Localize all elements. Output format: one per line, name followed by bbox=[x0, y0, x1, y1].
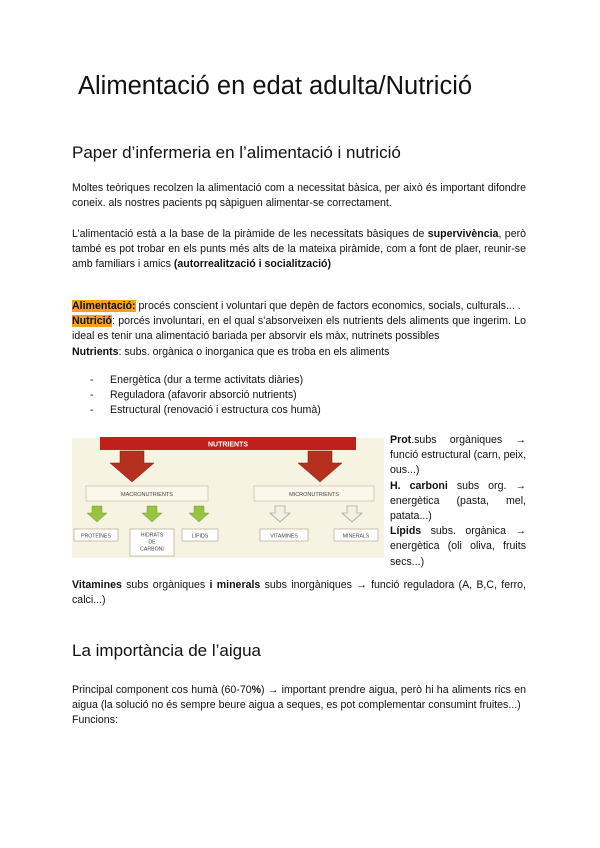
text-bold: % bbox=[251, 684, 262, 696]
text: subs inorgàniques → funció reguladora (A, B,C, ferro, calci...) bbox=[72, 579, 526, 607]
list-item: - Energètica (dur a terme activitats diàries) bbox=[88, 373, 321, 388]
term-prot: Prot bbox=[390, 434, 412, 446]
paragraph-vitamins bbox=[72, 578, 526, 608]
diagram-label-proteins: PROTEÏNES bbox=[81, 533, 111, 540]
term-lip: Lípids bbox=[390, 525, 422, 538]
note-carbs bbox=[390, 479, 526, 525]
diagram-label-lipids: LÍPIDS bbox=[191, 533, 209, 540]
paragraph-water bbox=[72, 683, 526, 729]
text-bold: (autorrealització i socialització) bbox=[173, 258, 332, 271]
text: Principal component cos humà (60-70 bbox=[72, 684, 252, 696]
term-nutricio: Nutrició bbox=[72, 315, 113, 328]
paragraph-intro: Moltes teòriques recolzen la alimentació com a necessitat bàsica, per això és important difondre coneix. als nostres pacients pq sàpiguen alimentar-se correctament. bbox=[72, 182, 526, 210]
text: ) → important prendre aigua, però hi ha aliments rics en aigua (la solució no és sempre beure aigua a seques, es pot complementar consumint fruites...) bbox=[72, 684, 526, 712]
list-item: - Reguladora (afavorir absorció nutrients) bbox=[88, 388, 321, 403]
diagram-label-macro: MACRONUTRIENTS bbox=[121, 492, 173, 498]
diagram-label-carbs-2: DE bbox=[148, 539, 156, 546]
diagram-label-nutrients: NUTRIENTS bbox=[207, 441, 249, 449]
text-functions: Funcions: bbox=[72, 714, 118, 727]
text: L’alimentació està a la base de la piràmide de les necessitats bàsiques de bbox=[72, 228, 428, 240]
term-vitamines: Vitamines bbox=[72, 579, 122, 591]
diagram-label-vitamins: VITAMINES bbox=[270, 533, 298, 540]
diagram-label-carbs-3: CARBONI bbox=[140, 546, 164, 553]
note-lipids bbox=[390, 524, 526, 570]
paragraph-pyramid bbox=[72, 227, 526, 273]
text: , però també es pot trobar en els punts més alts de la mateixa piràmide, com a font de plaer, reunir-se amb familiars i amics bbox=[72, 228, 527, 271]
macronutrients-notes bbox=[390, 433, 526, 570]
term-minerals: i minerals bbox=[209, 579, 261, 591]
text: subs orgàniques bbox=[121, 579, 210, 591]
diagram-label-micro: MICRONUTRIENTS bbox=[289, 492, 339, 498]
def-prot: .subs orgàniques → funció estructural (carn, peix, ous...) bbox=[390, 434, 527, 477]
def-hc: subs org. → energètica (pasta, mel, patata...) bbox=[390, 479, 526, 523]
section-heading-water: La importància de l’aigua bbox=[72, 641, 262, 660]
nutrients-diagram bbox=[72, 433, 384, 558]
def-nutrients: : subs. orgànica o inorganica que es troba en els aliments bbox=[118, 345, 390, 358]
term-nutrients: Nutrients bbox=[72, 345, 119, 358]
def-alimentacio: procés conscient i voluntari que depèn de factors economics, socials, culturals... . bbox=[135, 300, 521, 312]
diagram-label-minerals: MINERALS bbox=[342, 533, 370, 540]
definitions-block bbox=[72, 299, 526, 360]
note-proteins bbox=[390, 433, 526, 479]
section-heading-nursing: Paper d’infermeria en l’alimentació i nutrició bbox=[72, 143, 401, 162]
def-lip: subs. orgànica → energètica (oli oliva, fruits secs...) bbox=[390, 525, 526, 568]
diagram-label-carbs-1: HIDRATS bbox=[140, 532, 164, 539]
term-hc: H. carboni bbox=[390, 479, 448, 492]
def-nutricio: : porcés involuntari, en el qual s’absorveixen els nutrients dels aliments que ingerim. Lo ideal es tenir una alimentació bariada per absorvir els màx, nutrinets possibles bbox=[72, 315, 526, 343]
functions-list bbox=[88, 373, 321, 419]
page-title: Alimentació en edat adulta/Nutrició bbox=[78, 72, 473, 100]
list-item: - Estructural (renovació i estructura cos humà) bbox=[88, 403, 321, 418]
text-bold: supervivència bbox=[427, 228, 499, 240]
term-alimentacio: Alimentació: bbox=[72, 300, 136, 312]
